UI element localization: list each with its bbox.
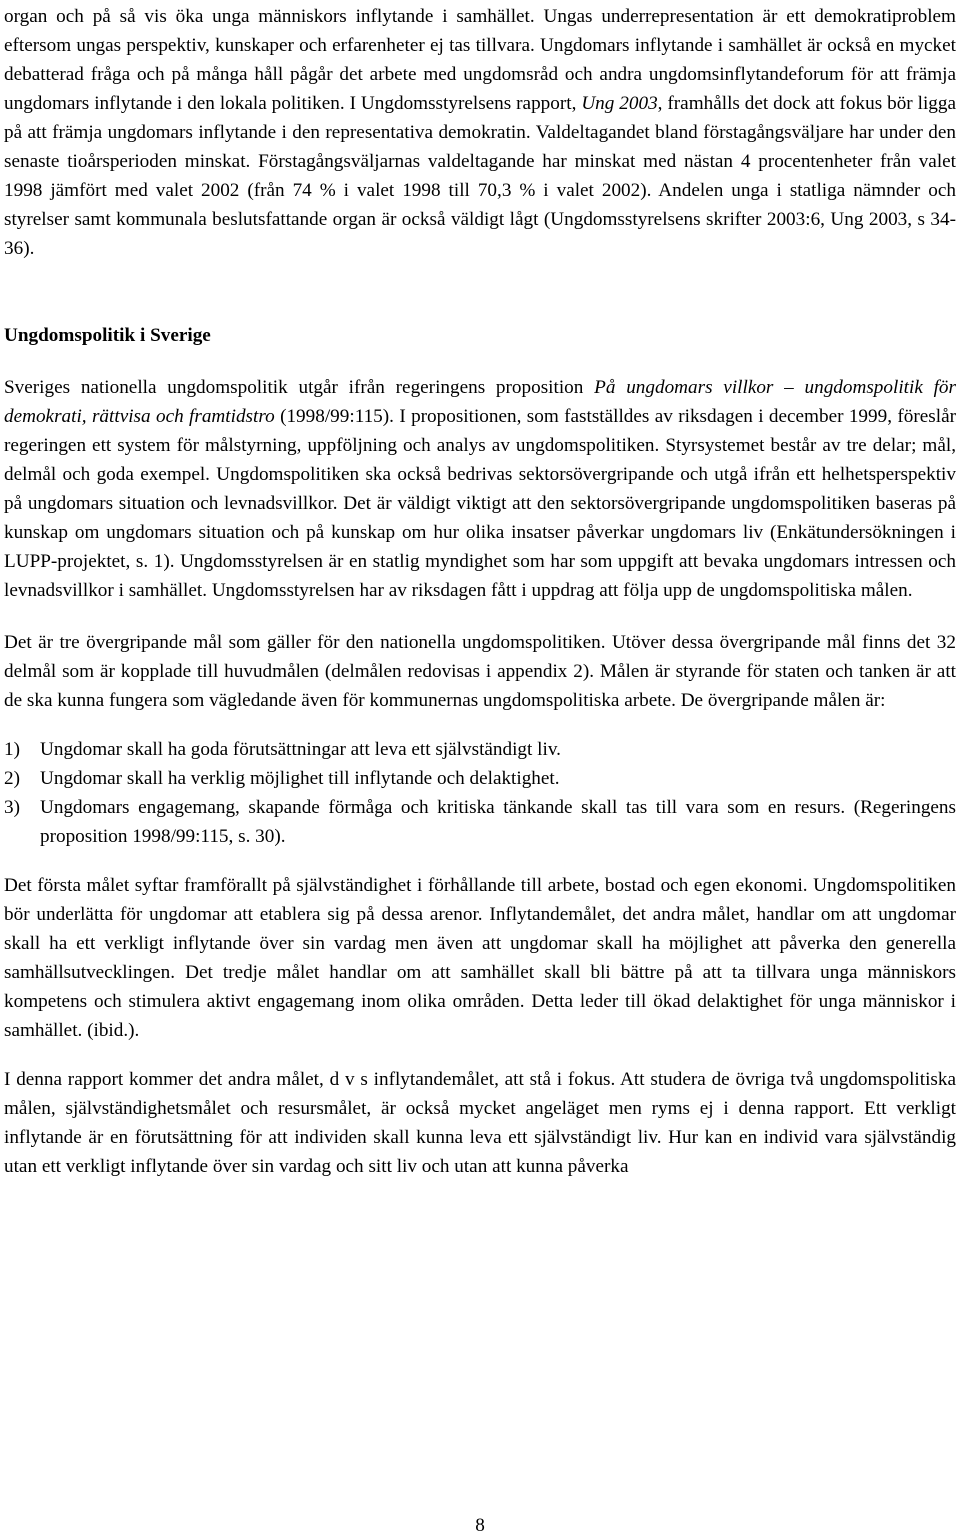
intro-italic-title: Ung 2003 [581, 93, 658, 114]
goal-number: 3) [4, 797, 20, 818]
section-paragraph-3: Det första målet syftar framförallt på självständighet i förhållande till arbete, bostad och egen ekonomi. Ungdomspolitiken bör underlätta för ungdomar att etablera sig på dessa arenor. Inflytandemålet, det andra målet, handlar om att ungdomar skall ha ett verkligt inflytande över sin vardag men även att ungdomar skall ha möjlighet att påverka den generella samhällsutvecklingen. Det tredje målet handlar om att samhället skall bli bättre på att ta tillvara unga människors kompetens och stimulera aktivt engagemang inom olika områden. Detta leder till ökad delaktighet för unga människor i samhället. (ibid.). [4, 875, 956, 1041]
goal-item [4, 735, 956, 764]
page-number: 8 [475, 1515, 485, 1536]
section-paragraph-2: Det är tre övergripande mål som gäller för den nationella ungdomspolitiken. Utöver dessa övergripande mål finns det 32 delmål som är kopplade till huvudmålen (delmålen redovisas i appendix 2). Målen är styrande för staten och tanken är att de ska kunna fungera som vägledande även för kommunernas ungdomspolitiska arbete. De övergripande målen är: [4, 632, 956, 711]
spacer [4, 851, 956, 871]
spacer [4, 715, 956, 735]
goal-text: Ungdomar skall ha goda förutsättningar att leva ett självständigt liv. [40, 739, 561, 760]
goal-text: Ungdomar skall ha verklig möjlighet till inflytande och delaktighet. [40, 768, 560, 789]
proposition-title: På ungdomars villkor – ungdomspolitik för demokrati, rättvisa och framtidstro [4, 377, 956, 427]
spacer [4, 1045, 956, 1065]
section-paragraph-1 [4, 373, 956, 605]
intro-text-rest: , framhålls det dock att fokus bör ligga på att främja ungdomars inflytande i den representativa demokratin. Valdeltagandet bland förstagångsväljare har under den senaste tioårsperioden minskat. Förstagångsväljarnas valdeltagande har minskat med nästan 4 procentenheter från valet 1998 jämfört med valet 2002 (från 74 % i valet 1998 till 70,3 % i valet 2002). Andelen unga i statliga nämnder och styrelser samt kommunala beslutsfattande organ är också väldigt lågt (Ungdomsstyrelsens skrifter 2003:6, Ung 2003, s 34-36). [4, 93, 956, 259]
spacer [4, 605, 956, 628]
goal-number: 1) [4, 739, 20, 760]
goals-list [4, 735, 956, 851]
intro-paragraph [4, 2, 956, 263]
section-p1-rest: (1998/99:115). I propositionen, som fastställdes av riksdagen i december 1999, föreslår regeringen ett system för målstyrning, uppföljning och analys av ungdomspolitiken. Styrsystemet består av tre delar; mål, delmål och goda exempel. Ungdomspolitiken ska också bedrivas sektorsövergripande och utgå ifrån ett helhetsperspektiv på ungdomars situation och levnadsvillkor. Det är väldigt viktigt att den sektorsövergripande ungdomspolitiken baseras på kunskap om ungdomars situation och på kunskap om hur olika insatser påverkar ungdomars liv (Enkätundersökningen i LUPP-projektet, s. 1). Ungdomsstyrelsen är en statlig myndighet som har som uppgift att bevaka ungdomars intressen och levnadsvillkor i samhället. Ungdomsstyrelsen har av riksdagen fått i uppdrag att följa upp de ungdomspolitiska målen. [4, 406, 956, 601]
spacer [4, 350, 956, 373]
goal-number: 2) [4, 768, 20, 789]
section-paragraph-4: I denna rapport kommer det andra målet, d v s inflytandemålet, att stå i fokus. Att studera de övriga två ungdomspolitiska målen, självständighetsmålet och resursmålet, är också mycket angeläget men ryms ej i denna rapport. Ett verkligt inflytande är en förutsättning för att individen skall kunna leva ett självständigt liv. Hur kan en individ vara självständig utan ett verkligt inflytande över sin vardag och sitt liv och utan att kunna påverka [4, 1069, 956, 1177]
section-p1-text: Sveriges nationella ungdomspolitik utgår ifrån regeringens proposition [4, 377, 595, 398]
goal-item [4, 764, 956, 793]
document-page [4, 2, 956, 1181]
goal-item [4, 793, 956, 851]
goal-text: Ungdomars engagemang, skapande förmåga och kritiska tänkande skall tas till vara som en resurs. (Regeringens proposition 1998/99:115, s. 30). [40, 797, 956, 847]
spacer [4, 263, 956, 321]
section-heading: Ungdomspolitik i Sverige [4, 325, 211, 346]
intro-text: organ och på så vis öka unga människors inflytande i samhället. Ungas underrepresentation är ett demokratiproblem eftersom ungas perspektiv, kunskaper och erfarenheter ej tas tillvara. Ungdomars inflytande i samhället är också en mycket debatterad fråga och på många håll pågår det arbete med ungdomsråd och andra ungdomsinflytandeforum för att främja ungdomars inflytande i den lokala politiken. I Ungdomsstyrelsens rapport, [4, 6, 956, 114]
